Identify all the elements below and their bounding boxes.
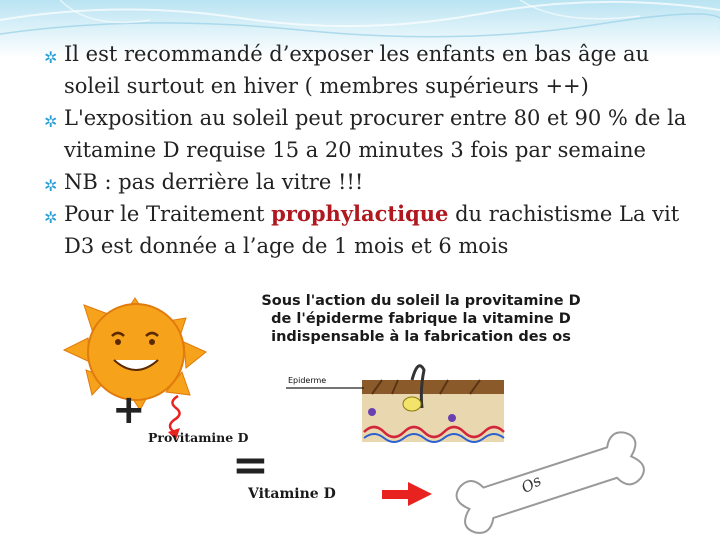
bullet-item (44, 166, 704, 198)
caption-line: de l'épiderme fabrique la vitamine D (271, 311, 571, 327)
provitamine-label: Provitamine D (148, 430, 249, 445)
caption-line: indispensable à la fabrication des os (271, 329, 571, 345)
equals-sign: = (232, 440, 269, 491)
bullet-swirl-icon: ✲ (44, 48, 58, 67)
bullet-item (44, 38, 704, 102)
sun-ray-arrow (170, 396, 180, 432)
arrow-right-icon (382, 482, 432, 506)
bullet-text-before: Pour le Traitement (64, 202, 272, 226)
bullet-swirl-icon: ✲ (44, 112, 58, 131)
plus-sign: + (112, 387, 146, 433)
vitamine-d-label: Vitamine D (248, 486, 336, 502)
highlighted-term: prophylactique (271, 201, 449, 226)
bullet-swirl-icon: ✲ (44, 208, 58, 227)
bullet-text: L'exposition au soleil peut procurer entre 80 et 90 % de la vitamine D requise 15 a 20 minutes 3 fois par semaine (64, 106, 687, 162)
bullet-swirl-icon: ✲ (44, 176, 58, 195)
caption-line: Sous l'action du soleil la provitamine D (261, 293, 581, 309)
bullet-item (44, 198, 704, 262)
bullet-item (44, 102, 704, 166)
figure-caption (206, 292, 636, 346)
os-label: Os (518, 471, 545, 497)
bullet-text: Il est recommandé d’exposer les enfants en bas âge au soleil surtout en hiver ( membres supérieurs ++) (64, 42, 650, 98)
bullet-text: NB : pas derrière la vitre !!! (64, 170, 364, 194)
epiderme-label: Epiderme (288, 376, 327, 385)
bone-icon (453, 428, 647, 537)
bullet-list (44, 38, 704, 262)
skin-section (362, 366, 504, 442)
bullet-text-after: du rachistisme La vit D3 est donnée a l’age de 1 mois et 6 mois (64, 202, 680, 258)
